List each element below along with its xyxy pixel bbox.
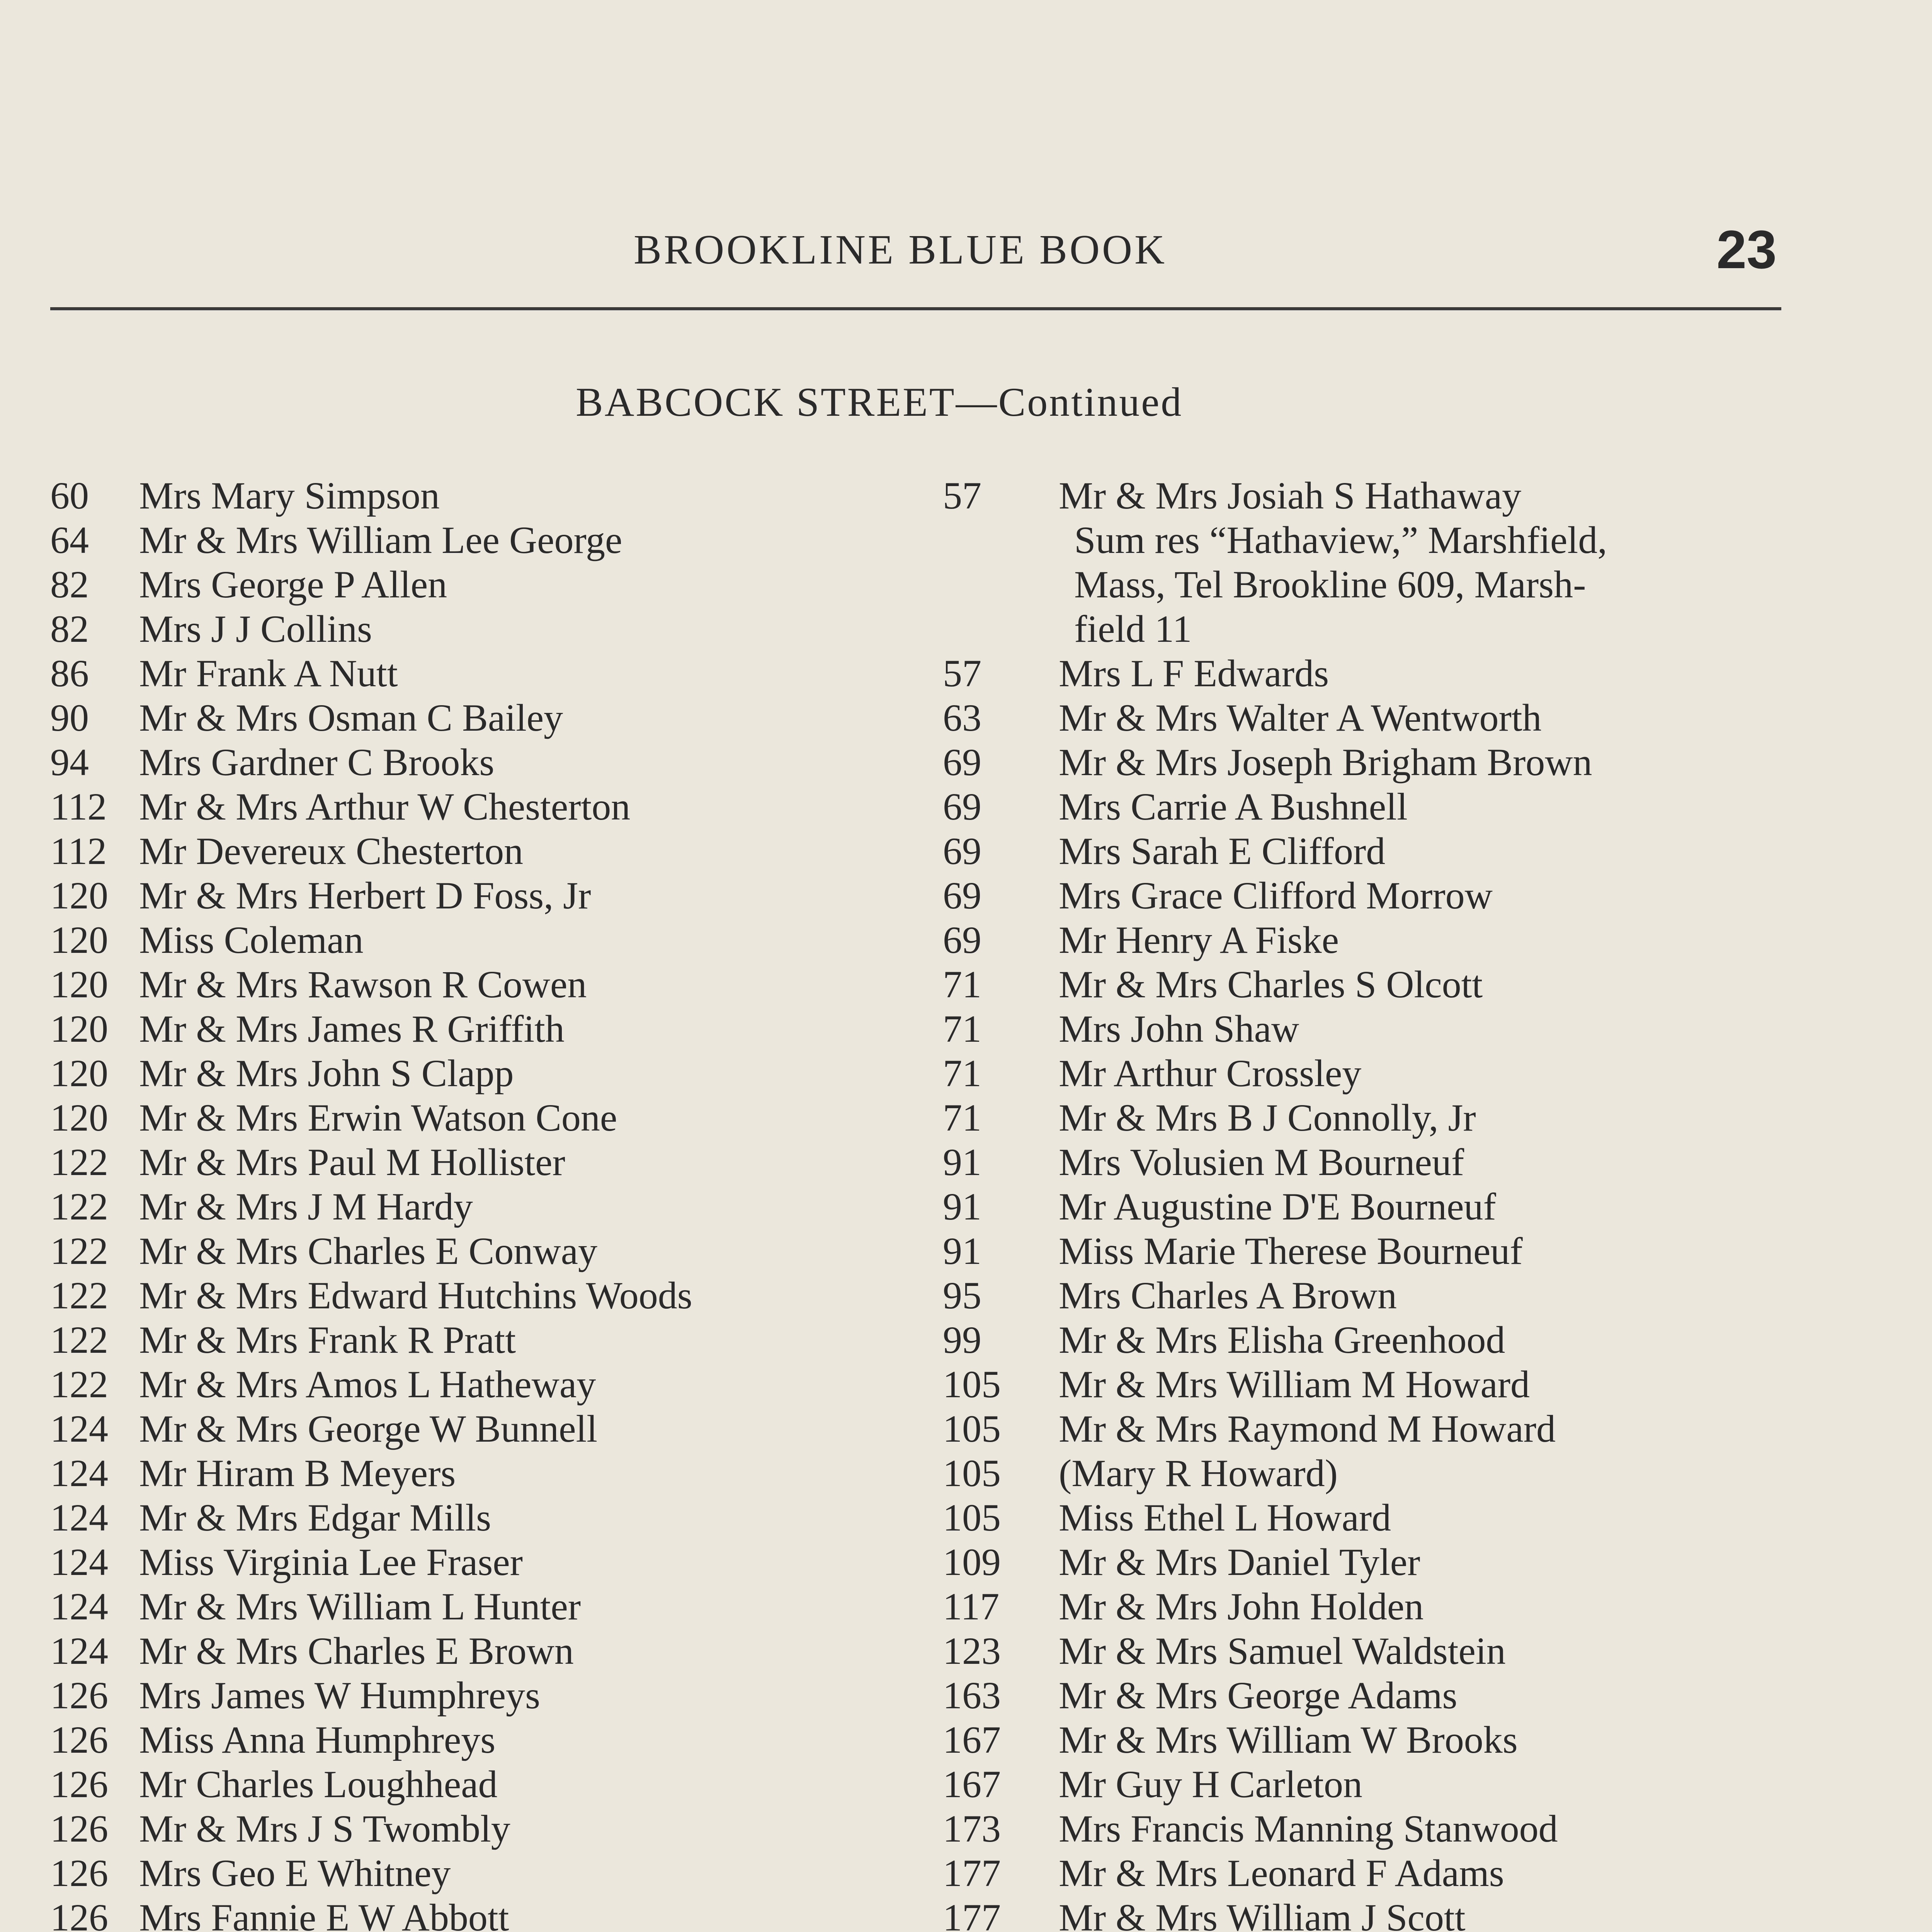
resident-name: Mr & Mrs Edward Hutchins Woods xyxy=(139,1274,692,1317)
resident-name: Mr & Mrs Rawson R Cowen xyxy=(139,963,587,1006)
resident-name: Mr & Mrs B J Connolly, Jr xyxy=(1059,1096,1476,1139)
house-number: 95 xyxy=(943,1274,981,1317)
house-number: 122 xyxy=(50,1274,108,1317)
directory-entry xyxy=(50,1095,912,1140)
directory-entry xyxy=(943,918,1793,962)
directory-entry xyxy=(943,829,1793,873)
house-number: 69 xyxy=(943,918,981,961)
house-number: 122 xyxy=(50,1318,108,1361)
house-number: 126 xyxy=(50,1718,108,1761)
house-number: 124 xyxy=(50,1496,108,1539)
directory-entry xyxy=(50,1673,912,1718)
directory-entry xyxy=(943,1362,1793,1406)
directory-entry xyxy=(943,784,1793,829)
directory-entry xyxy=(943,1451,1793,1495)
house-number: 124 xyxy=(50,1541,108,1583)
directory-entry xyxy=(50,1540,912,1584)
directory-entry xyxy=(943,1140,1793,1184)
directory-entry xyxy=(943,1673,1793,1718)
directory-entry xyxy=(943,1584,1793,1629)
directory-entry xyxy=(943,1718,1793,1762)
house-number: 94 xyxy=(50,741,89,784)
house-number: 117 xyxy=(943,1585,1000,1628)
resident-name: Mr & Mrs William L Hunter xyxy=(139,1585,581,1628)
resident-name: Mr & Mrs Amos L Hatheway xyxy=(139,1363,596,1406)
house-number: 64 xyxy=(50,519,89,561)
resident-name: Mr & Mrs Elisha Greenhood xyxy=(1059,1318,1505,1361)
resident-name: Mrs J J Collins xyxy=(139,607,372,650)
resident-name: Mr & Mrs William W Brooks xyxy=(1059,1718,1518,1761)
resident-name: Mr & Mrs Joseph Brigham Brown xyxy=(1059,741,1592,784)
house-number: 69 xyxy=(943,741,981,784)
house-number: 163 xyxy=(943,1674,1001,1717)
house-number: 109 xyxy=(943,1541,1001,1583)
directory-entry xyxy=(943,962,1793,1007)
resident-name: Mrs L F Edwards xyxy=(1059,652,1329,695)
resident-name: Mr & Mrs Leonard F Adams xyxy=(1059,1852,1504,1895)
directory-entry xyxy=(50,607,912,651)
directory-entry xyxy=(50,518,912,562)
house-number: 112 xyxy=(50,830,107,872)
house-number: 105 xyxy=(943,1363,1001,1406)
resident-name: Mr & Mrs Charles E Brown xyxy=(139,1629,574,1672)
directory-entry xyxy=(50,1273,912,1318)
house-number: 120 xyxy=(50,1007,108,1050)
directory-entry xyxy=(50,873,912,918)
house-number: 124 xyxy=(50,1452,108,1495)
resident-name: Mr & Mrs Walter A Wentworth xyxy=(1059,696,1542,739)
house-number: 90 xyxy=(50,696,89,739)
directory-entry xyxy=(50,651,912,696)
directory-entry xyxy=(943,1895,1793,1932)
directory-entry xyxy=(50,696,912,740)
resident-name: Mr & Mrs Frank R Pratt xyxy=(139,1318,516,1361)
house-number: 122 xyxy=(50,1230,108,1272)
entry-continuation: Sum res “Hathaview,” Marshfield, xyxy=(1074,519,1607,561)
resident-name: Mrs James W Humphreys xyxy=(139,1674,540,1717)
entry-continuation: field 11 xyxy=(1074,607,1192,650)
resident-name: Mrs George P Allen xyxy=(139,563,447,606)
resident-name: Mr & Mrs George Adams xyxy=(1059,1674,1458,1717)
resident-name: Mrs Francis Manning Stanwood xyxy=(1059,1807,1558,1850)
directory-entry xyxy=(50,784,912,829)
house-number: 105 xyxy=(943,1452,1001,1495)
resident-name: Mr & Mrs Samuel Waldstein xyxy=(1059,1629,1506,1672)
house-number: 122 xyxy=(50,1363,108,1406)
house-number: 177 xyxy=(943,1896,1001,1932)
header-rule xyxy=(50,307,1781,310)
left-directory-column xyxy=(50,473,912,1932)
house-number: 69 xyxy=(943,874,981,917)
house-number: 91 xyxy=(943,1141,981,1184)
resident-name: Mr & Mrs James R Griffith xyxy=(139,1007,565,1050)
resident-name: Mr & Mrs Erwin Watson Cone xyxy=(139,1096,617,1139)
house-number: 167 xyxy=(943,1718,1001,1761)
house-number: 120 xyxy=(50,918,108,961)
resident-name: Mr & Mrs Charles S Olcott xyxy=(1059,963,1483,1006)
directory-entry xyxy=(943,1851,1793,1895)
directory-entry xyxy=(50,1362,912,1406)
house-number: 124 xyxy=(50,1407,108,1450)
resident-name: Miss Coleman xyxy=(139,918,364,961)
directory-entry xyxy=(50,1318,912,1362)
house-number: 60 xyxy=(50,474,89,517)
directory-entry xyxy=(50,1007,912,1051)
house-number: 120 xyxy=(50,1052,108,1095)
house-number: 126 xyxy=(50,1852,108,1895)
house-number: 123 xyxy=(943,1629,1001,1672)
directory-entry xyxy=(50,1629,912,1673)
resident-name: Mr & Mrs George W Bunnell xyxy=(139,1407,598,1450)
directory-entry xyxy=(50,1495,912,1540)
resident-name: Mr & Mrs Osman C Bailey xyxy=(139,696,563,739)
directory-entry xyxy=(943,1273,1793,1318)
resident-name: Mr Augustine D'E Bourneuf xyxy=(1059,1185,1496,1228)
resident-name: Mr & Mrs John Holden xyxy=(1059,1585,1424,1628)
house-number: 82 xyxy=(50,563,89,606)
resident-name: Mrs Sarah E Clifford xyxy=(1059,830,1386,872)
directory-entry xyxy=(943,1007,1793,1051)
running-head: BROOKLINE BLUE BOOK xyxy=(634,227,1167,273)
resident-name: Mrs Geo E Whitney xyxy=(139,1852,451,1895)
directory-entry xyxy=(943,1318,1793,1362)
directory-entry xyxy=(50,1895,912,1932)
directory-entry xyxy=(943,873,1793,918)
resident-name: Mr & Mrs Charles E Conway xyxy=(139,1230,597,1272)
resident-name: Mr & Mrs Daniel Tyler xyxy=(1059,1541,1420,1583)
house-number: 124 xyxy=(50,1629,108,1672)
resident-name: Mr & Mrs J M Hardy xyxy=(139,1185,473,1228)
resident-name: Mr Arthur Crossley xyxy=(1059,1052,1362,1095)
resident-name: Miss Virginia Lee Fraser xyxy=(139,1541,523,1583)
directory-entry xyxy=(50,1051,912,1095)
house-number: 91 xyxy=(943,1185,981,1228)
house-number: 122 xyxy=(50,1141,108,1184)
section-title: BABCOCK STREET—Continued xyxy=(576,379,1183,425)
directory-entry xyxy=(50,1184,912,1229)
house-number: 99 xyxy=(943,1318,981,1361)
house-number: 126 xyxy=(50,1674,108,1717)
house-number: 57 xyxy=(943,652,981,695)
directory-entry xyxy=(943,473,1793,518)
directory-entry xyxy=(50,1762,912,1806)
house-number: 120 xyxy=(50,874,108,917)
house-number: 105 xyxy=(943,1496,1001,1539)
directory-entry xyxy=(943,1051,1793,1095)
resident-name: Mrs Mary Simpson xyxy=(139,474,440,517)
resident-name: Mrs Carrie A Bushnell xyxy=(1059,785,1408,828)
house-number: 173 xyxy=(943,1807,1001,1850)
house-number: 124 xyxy=(50,1585,108,1628)
house-number: 69 xyxy=(943,785,981,828)
directory-entry xyxy=(943,1540,1793,1584)
directory-entry xyxy=(50,1584,912,1629)
resident-name: Mr & Mrs William Lee George xyxy=(139,519,622,561)
resident-name: Mrs John Shaw xyxy=(1059,1007,1299,1050)
directory-entry xyxy=(943,1406,1793,1451)
house-number: 57 xyxy=(943,474,981,517)
resident-name: Mrs Charles A Brown xyxy=(1059,1274,1397,1317)
directory-entry xyxy=(50,1406,912,1451)
house-number: 71 xyxy=(943,1052,981,1095)
right-directory-column xyxy=(943,473,1793,1932)
house-number: 120 xyxy=(50,963,108,1006)
resident-name: Mr & Mrs Edgar Mills xyxy=(139,1496,492,1539)
resident-name: Mr Frank A Nutt xyxy=(139,652,398,695)
house-number: 71 xyxy=(943,963,981,1006)
resident-name: (Mary R Howard) xyxy=(1059,1452,1338,1495)
directory-entry xyxy=(943,1095,1793,1140)
directory-entry xyxy=(943,1229,1793,1273)
house-number: 126 xyxy=(50,1896,108,1932)
house-number: 177 xyxy=(943,1852,1001,1895)
resident-name: Mr Guy H Carleton xyxy=(1059,1763,1362,1806)
resident-name: Mr Hiram B Meyers xyxy=(139,1452,456,1495)
directory-entry xyxy=(943,1184,1793,1229)
directory-entry xyxy=(943,1495,1793,1540)
house-number: 105 xyxy=(943,1407,1001,1450)
directory-entry xyxy=(943,651,1793,696)
directory-entry xyxy=(50,1229,912,1273)
resident-name: Mrs Gardner C Brooks xyxy=(139,741,495,784)
directory-entry xyxy=(50,740,912,784)
entry-continuation: Mass, Tel Brookline 609, Marsh- xyxy=(1074,563,1586,606)
directory-entry xyxy=(943,1629,1793,1673)
resident-name: Mr & Mrs Herbert D Foss, Jr xyxy=(139,874,591,917)
house-number: 126 xyxy=(50,1763,108,1806)
directory-entry xyxy=(50,1806,912,1851)
house-number: 71 xyxy=(943,1007,981,1050)
resident-name: Mrs Grace Clifford Morrow xyxy=(1059,874,1493,917)
directory-entry xyxy=(50,1140,912,1184)
house-number: 86 xyxy=(50,652,89,695)
resident-name: Mr Devereux Chesterton xyxy=(139,830,524,872)
resident-name: Mr & Mrs J S Twombly xyxy=(139,1807,510,1850)
resident-name: Mr & Mrs Raymond M Howard xyxy=(1059,1407,1556,1450)
house-number: 91 xyxy=(943,1230,981,1272)
directory-entry xyxy=(50,1851,912,1895)
resident-name: Miss Ethel L Howard xyxy=(1059,1496,1391,1539)
directory-entry xyxy=(50,829,912,873)
directory-entry xyxy=(943,740,1793,784)
directory-entry xyxy=(943,696,1793,740)
resident-name: Mr & Mrs Arthur W Chesterton xyxy=(139,785,631,828)
house-number: 167 xyxy=(943,1763,1001,1806)
directory-entry xyxy=(50,473,912,518)
resident-name: Mr & Mrs Paul M Hollister xyxy=(139,1141,565,1184)
house-number: 122 xyxy=(50,1185,108,1228)
resident-name: Mrs Volusien M Bourneuf xyxy=(1059,1141,1464,1184)
resident-name: Mr & Mrs John S Clapp xyxy=(139,1052,514,1095)
resident-name: Mr Henry A Fiske xyxy=(1059,918,1339,961)
directory-entry xyxy=(943,1806,1793,1851)
house-number: 82 xyxy=(50,607,89,650)
house-number: 69 xyxy=(943,830,981,872)
house-number: 126 xyxy=(50,1807,108,1850)
house-number: 71 xyxy=(943,1096,981,1139)
directory-entry xyxy=(50,1718,912,1762)
directory-entry xyxy=(50,962,912,1007)
resident-name: Mrs Fannie E W Abbott xyxy=(139,1896,509,1932)
resident-name: Mr & Mrs William M Howard xyxy=(1059,1363,1530,1406)
directory-entry xyxy=(50,918,912,962)
house-number: 63 xyxy=(943,696,981,739)
resident-name: Miss Anna Humphreys xyxy=(139,1718,496,1761)
resident-name: Mr & Mrs Josiah S Hathaway xyxy=(1059,474,1522,517)
directory-entry xyxy=(50,1451,912,1495)
resident-name: Miss Marie Therese Bourneuf xyxy=(1059,1230,1523,1272)
resident-name: Mr & Mrs William J Scott xyxy=(1059,1896,1466,1932)
page-number: 23 xyxy=(1716,219,1777,280)
house-number: 120 xyxy=(50,1096,108,1139)
house-number: 112 xyxy=(50,785,107,828)
directory-entry xyxy=(943,1762,1793,1806)
resident-name: Mr Charles Loughhead xyxy=(139,1763,498,1806)
directory-entry xyxy=(50,562,912,607)
